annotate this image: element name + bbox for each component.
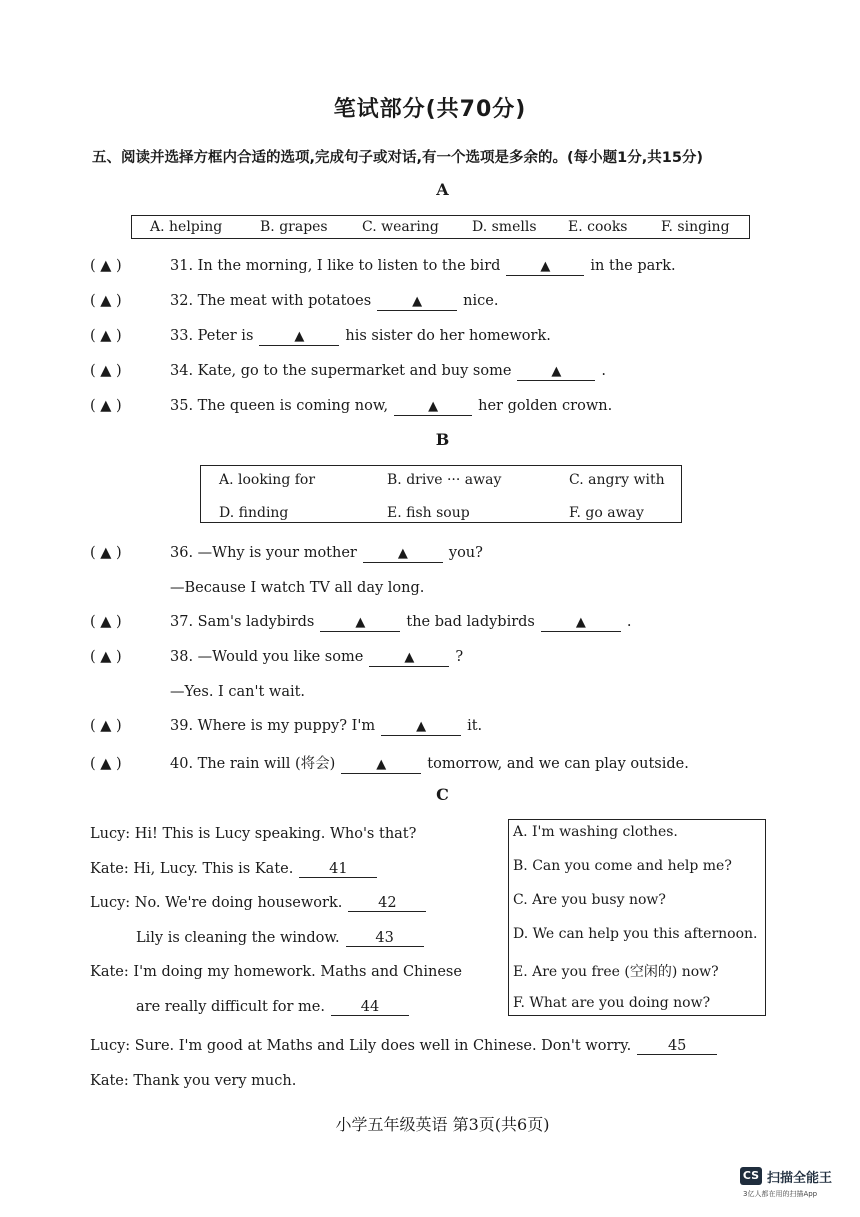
question-36: ( ▲ ) 36. —Why is your mother ▲ you? — [90, 545, 483, 561]
option-f: F. go away — [569, 505, 644, 521]
camscanner-logo-icon: CS — [740, 1167, 762, 1185]
answer-paren[interactable]: ( ▲ ) — [90, 398, 122, 414]
option-c: C. Are you busy now? — [513, 892, 666, 908]
section-b-label: B — [435, 430, 450, 449]
answer-blank-45[interactable]: 45 — [637, 1038, 717, 1055]
dialogue-line: Lucy: Sure. I'm good at Maths and Lily does well in Chinese. Don't worry. 45 — [90, 1038, 717, 1055]
option-b: B. drive ··· away — [387, 472, 502, 488]
question-35: ( ▲ ) 35. The queen is coming now, ▲ her golden crown. — [90, 398, 613, 414]
question-36-reply: —Because I watch TV all day long. — [170, 580, 425, 596]
instruction: 五、阅读并选择方框内合适的选项,完成句子或对话,有一个选项是多余的。(每小题1分,共15分) — [92, 150, 704, 166]
answer-blank[interactable]: ▲ — [394, 398, 472, 416]
answer-paren[interactable]: ( ▲ ) — [90, 756, 122, 772]
answer-paren[interactable]: ( ▲ ) — [90, 614, 122, 630]
option-f: F. What are you doing now? — [513, 995, 711, 1011]
answer-paren[interactable]: ( ▲ ) — [90, 328, 122, 344]
answer-blank[interactable]: ▲ — [517, 363, 595, 381]
watermark-name: 扫描全能王 — [767, 1171, 833, 1186]
answer-paren[interactable]: ( ▲ ) — [90, 258, 122, 274]
answer-paren[interactable]: ( ▲ ) — [90, 649, 122, 665]
dialogue-line: Lucy: No. We're doing housework. 42 — [90, 895, 426, 912]
question-38-reply: —Yes. I can't wait. — [170, 684, 306, 700]
option-c: C. angry with — [569, 472, 665, 488]
option-e: E. Are you free (空闲的) now? — [513, 964, 719, 980]
page-footer: 小学五年级英语 第3页(共6页) — [335, 1115, 550, 1134]
section-b-option-box — [200, 465, 682, 523]
option-d: D. We can help you this afternoon. — [513, 926, 758, 942]
section-c-label: C — [436, 785, 449, 804]
dialogue-line: Kate: Hi, Lucy. This is Kate. 41 — [90, 861, 377, 878]
answer-blank[interactable]: ▲ — [377, 293, 457, 311]
section-a-label: A — [436, 180, 449, 199]
question-31: ( ▲ ) 31. In the morning, I like to listen to the bird ▲ in the park. — [90, 258, 676, 274]
section-a-option-box — [131, 215, 750, 239]
answer-blank[interactable]: ▲ — [363, 545, 443, 563]
option-d: D. smells — [472, 219, 537, 235]
answer-blank-43[interactable]: 43 — [346, 930, 424, 947]
option-c: C. wearing — [362, 219, 439, 235]
answer-blank[interactable]: ▲ — [320, 614, 400, 632]
question-32: ( ▲ ) 32. The meat with potatoes ▲ nice. — [90, 293, 499, 309]
question-37: ( ▲ ) 37. Sam's ladybirds ▲ the bad ladybirds ▲ . — [90, 614, 632, 630]
question-33: ( ▲ ) 33. Peter is ▲ his sister do her homework. — [90, 328, 551, 344]
question-39: ( ▲ ) 39. Where is my puppy? I'm ▲ it. — [90, 718, 483, 734]
answer-blank[interactable]: ▲ — [341, 756, 421, 774]
dialogue-line: are really difficult for me. 44 — [136, 999, 409, 1016]
option-a: A. I'm washing clothes. — [513, 824, 678, 840]
dialogue-line: Kate: Thank you very much. — [90, 1073, 297, 1089]
option-d: D. finding — [219, 505, 289, 521]
answer-blank-41[interactable]: 41 — [299, 861, 377, 878]
answer-blank[interactable]: ▲ — [259, 328, 339, 346]
question-34: ( ▲ ) 34. Kate, go to the supermarket and buy some ▲ . — [90, 363, 607, 379]
question-40: ( ▲ ) 40. The rain will (将会) ▲ tomorrow, and we can play outside. — [90, 756, 689, 772]
answer-blank[interactable]: ▲ — [369, 649, 449, 667]
answer-blank-42[interactable]: 42 — [348, 895, 426, 912]
option-a: A. looking for — [219, 472, 316, 488]
option-e: E. cooks — [568, 219, 628, 235]
dialogue-line: Lucy: Hi! This is Lucy speaking. Who's that? — [90, 826, 417, 842]
dialogue-line: Lily is cleaning the window. 43 — [136, 930, 424, 947]
answer-blank-44[interactable]: 44 — [331, 999, 409, 1016]
section-c-option-box — [508, 819, 766, 1016]
page-title: 笔试部分(共70分) — [333, 97, 527, 122]
option-b: B. grapes — [260, 219, 328, 235]
option-a: A. helping — [150, 219, 223, 235]
option-f: F. singing — [661, 219, 730, 235]
watermark-subtitle: 3亿人都在用的扫描App — [743, 1190, 818, 1198]
answer-blank[interactable]: ▲ — [541, 614, 621, 632]
option-b: B. Can you come and help me? — [513, 858, 732, 874]
answer-paren[interactable]: ( ▲ ) — [90, 718, 122, 734]
answer-blank[interactable]: ▲ — [506, 258, 584, 276]
dialogue-line: Kate: I'm doing my homework. Maths and Chinese — [90, 964, 462, 980]
answer-paren[interactable]: ( ▲ ) — [90, 545, 122, 561]
answer-paren[interactable]: ( ▲ ) — [90, 293, 122, 309]
question-38: ( ▲ ) 38. —Would you like some ▲ ? — [90, 649, 464, 665]
answer-paren[interactable]: ( ▲ ) — [90, 363, 122, 379]
option-e: E. fish soup — [387, 505, 470, 521]
answer-blank[interactable]: ▲ — [381, 718, 461, 736]
